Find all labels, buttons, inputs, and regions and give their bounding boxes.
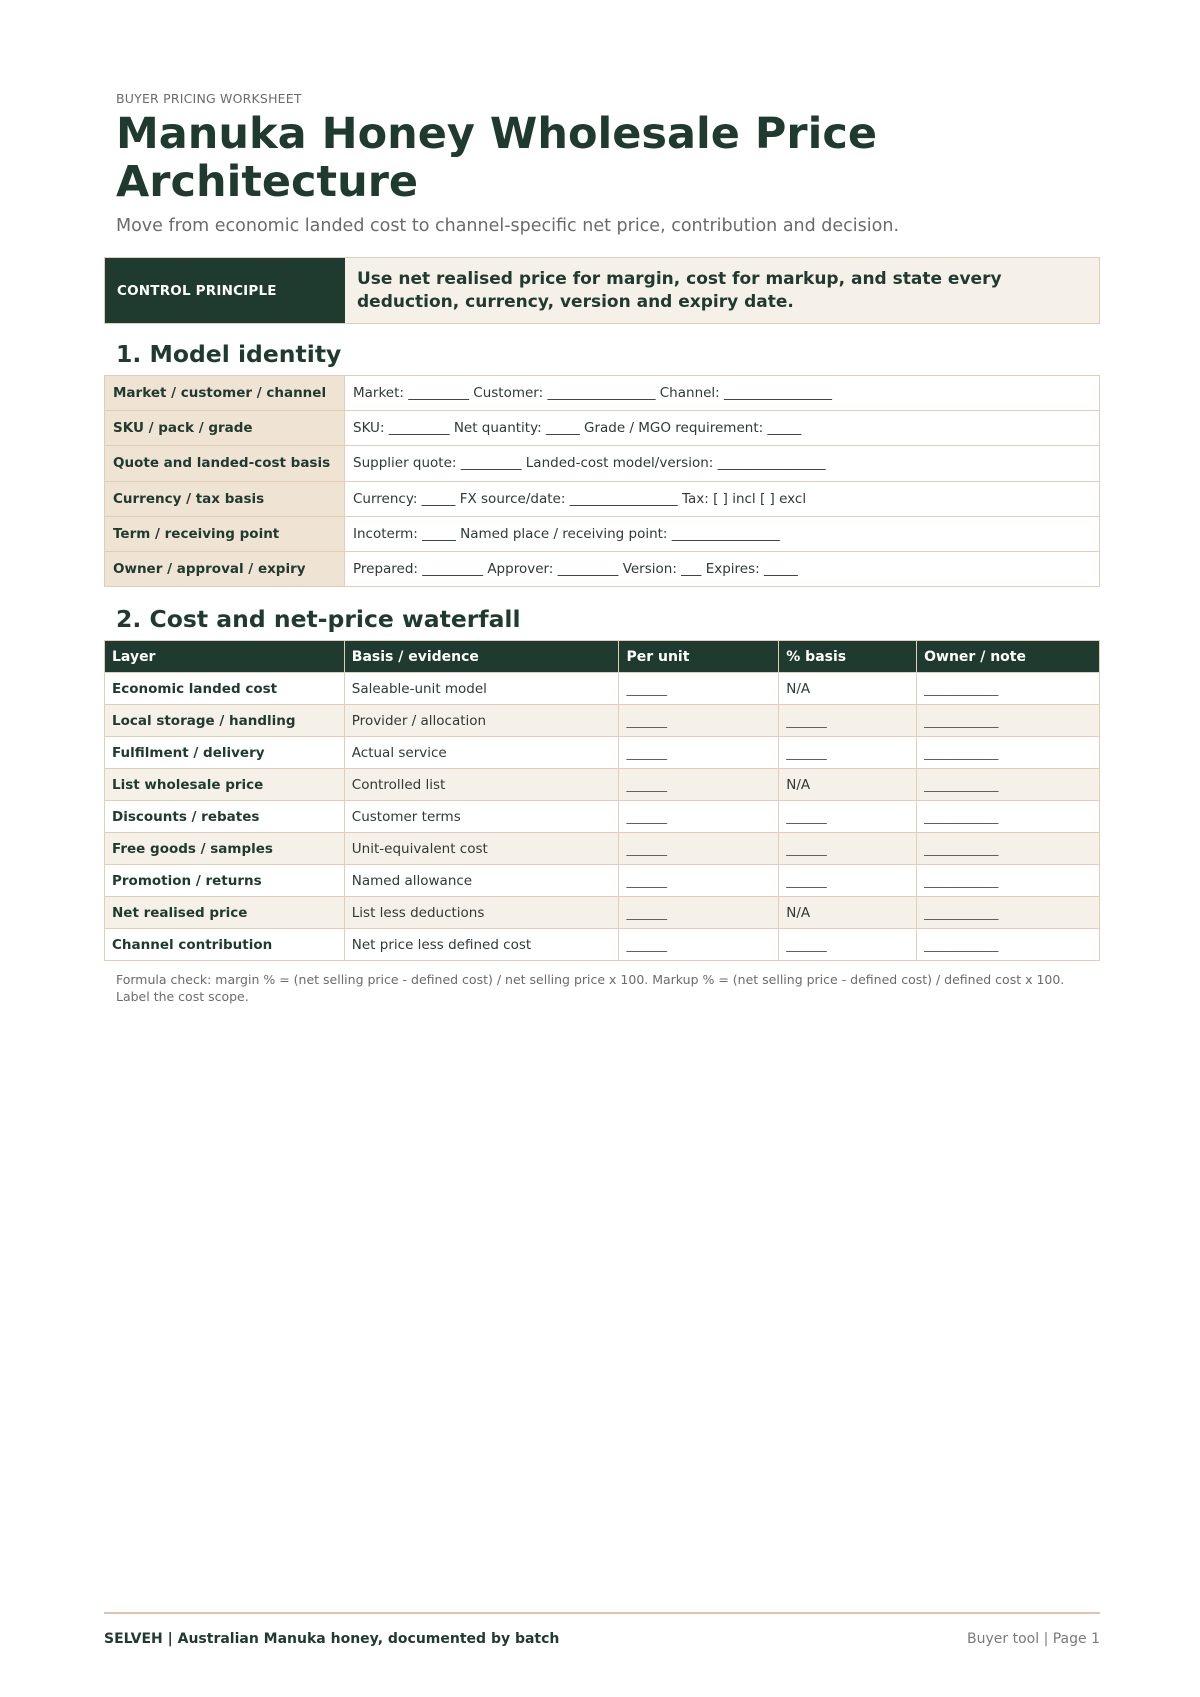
table-row <box>105 446 1100 481</box>
row-field[interactable]: Incoterm: _____ Named place / receiving point: ________________ <box>345 516 1100 551</box>
layer-cell: Fulfilment / delivery <box>105 737 345 769</box>
basis-cell: Controlled list <box>344 769 619 801</box>
table-header-row <box>105 641 1100 673</box>
table-row <box>105 929 1100 961</box>
pct-basis-field[interactable]: ______ <box>779 833 917 865</box>
owner-note-field[interactable]: ___________ <box>917 673 1100 705</box>
layer-cell: Free goods / samples <box>105 833 345 865</box>
row-label: Currency / tax basis <box>105 481 345 516</box>
basis-cell: Net price less defined cost <box>344 929 619 961</box>
owner-note-field[interactable]: ___________ <box>917 865 1100 897</box>
pct-basis-cell: N/A <box>779 897 917 929</box>
callout-label: CONTROL PRINCIPLE <box>105 258 345 323</box>
table-row <box>105 376 1100 411</box>
pct-basis-field[interactable]: ______ <box>779 865 917 897</box>
per-unit-field[interactable]: ______ <box>619 801 779 833</box>
owner-note-field[interactable]: ___________ <box>917 705 1100 737</box>
basis-cell: Provider / allocation <box>344 705 619 737</box>
table-row <box>105 551 1100 586</box>
section-heading-model-identity: 1. Model identity <box>116 340 342 368</box>
row-label: Market / customer / channel <box>105 376 345 411</box>
owner-note-field[interactable]: ___________ <box>917 801 1100 833</box>
section-heading-waterfall: 2. Cost and net-price waterfall <box>116 605 521 633</box>
document-eyebrow: BUYER PRICING WORKSHEET <box>116 91 302 106</box>
layer-cell: Channel contribution <box>105 929 345 961</box>
per-unit-field[interactable]: ______ <box>619 865 779 897</box>
table-row <box>105 769 1100 801</box>
formula-note: Formula check: margin % = (net selling price - defined cost) / net selling price x 100. Markup % = (net selling price - defined cost) / defined cost x 100. Label the cost scope. <box>116 972 1065 1004</box>
column-header-pct-basis: % basis <box>779 641 917 673</box>
page-title: Manuka Honey Wholesale Price Architecture <box>116 109 878 207</box>
table-row <box>105 705 1100 737</box>
row-field[interactable]: Currency: _____ FX source/date: ________________ Tax: [ ] incl [ ] excl <box>345 481 1100 516</box>
owner-note-field[interactable]: ___________ <box>917 833 1100 865</box>
per-unit-field[interactable]: ______ <box>619 705 779 737</box>
per-unit-field[interactable]: ______ <box>619 833 779 865</box>
column-header-layer: Layer <box>105 641 345 673</box>
table-row <box>105 481 1100 516</box>
row-label: SKU / pack / grade <box>105 411 345 446</box>
row-label: Quote and landed-cost basis <box>105 446 345 481</box>
owner-note-field[interactable]: ___________ <box>917 897 1100 929</box>
table-row <box>105 516 1100 551</box>
basis-cell: Customer terms <box>344 801 619 833</box>
layer-cell: Discounts / rebates <box>105 801 345 833</box>
row-label: Term / receiving point <box>105 516 345 551</box>
pct-basis-field[interactable]: ______ <box>779 705 917 737</box>
table-row <box>105 833 1100 865</box>
layer-cell: Local storage / handling <box>105 705 345 737</box>
footer-page-number: Buyer tool | Page 1 <box>967 1631 1100 1647</box>
row-field[interactable]: Prepared: _________ Approver: _________ Version: ___ Expires: _____ <box>345 551 1100 586</box>
pct-basis-field[interactable]: ______ <box>779 801 917 833</box>
footer-brand: SELVEH | Australian Manuka honey, documented by batch <box>104 1631 560 1647</box>
page-subtitle: Move from economic landed cost to channel-specific net price, contribution and decision. <box>116 216 900 236</box>
callout-text: Use net realised price for margin, cost for markup, and state every deduction, currency, version and expiry date. <box>345 258 1099 323</box>
per-unit-field[interactable]: ______ <box>619 737 779 769</box>
per-unit-field[interactable]: ______ <box>619 929 779 961</box>
pct-basis-cell: N/A <box>779 769 917 801</box>
table-row <box>105 673 1100 705</box>
basis-cell: Actual service <box>344 737 619 769</box>
column-header-per-unit: Per unit <box>619 641 779 673</box>
row-field[interactable]: Market: _________ Customer: ________________ Channel: ________________ <box>345 376 1100 411</box>
owner-note-field[interactable]: ___________ <box>917 737 1100 769</box>
table-row <box>105 897 1100 929</box>
table-row <box>105 865 1100 897</box>
pct-basis-field[interactable]: ______ <box>779 737 917 769</box>
waterfall-table <box>104 640 1100 961</box>
owner-note-field[interactable]: ___________ <box>917 929 1100 961</box>
layer-cell: Net realised price <box>105 897 345 929</box>
column-header-basis: Basis / evidence <box>344 641 619 673</box>
per-unit-field[interactable]: ______ <box>619 769 779 801</box>
row-label: Owner / approval / expiry <box>105 551 345 586</box>
table-row <box>105 801 1100 833</box>
footer-divider <box>104 1612 1100 1614</box>
control-principle-callout <box>104 257 1100 324</box>
row-field[interactable]: SKU: _________ Net quantity: _____ Grade / MGO requirement: _____ <box>345 411 1100 446</box>
pct-basis-field[interactable]: ______ <box>779 929 917 961</box>
per-unit-field[interactable]: ______ <box>619 897 779 929</box>
basis-cell: List less deductions <box>344 897 619 929</box>
row-field[interactable]: Supplier quote: _________ Landed-cost model/version: ________________ <box>345 446 1100 481</box>
basis-cell: Named allowance <box>344 865 619 897</box>
model-identity-table <box>104 375 1100 587</box>
basis-cell: Saleable-unit model <box>344 673 619 705</box>
column-header-owner: Owner / note <box>917 641 1100 673</box>
table-row <box>105 411 1100 446</box>
per-unit-field[interactable]: ______ <box>619 673 779 705</box>
owner-note-field[interactable]: ___________ <box>917 769 1100 801</box>
layer-cell: List wholesale price <box>105 769 345 801</box>
layer-cell: Promotion / returns <box>105 865 345 897</box>
layer-cell: Economic landed cost <box>105 673 345 705</box>
table-row <box>105 737 1100 769</box>
pct-basis-cell: N/A <box>779 673 917 705</box>
basis-cell: Unit-equivalent cost <box>344 833 619 865</box>
